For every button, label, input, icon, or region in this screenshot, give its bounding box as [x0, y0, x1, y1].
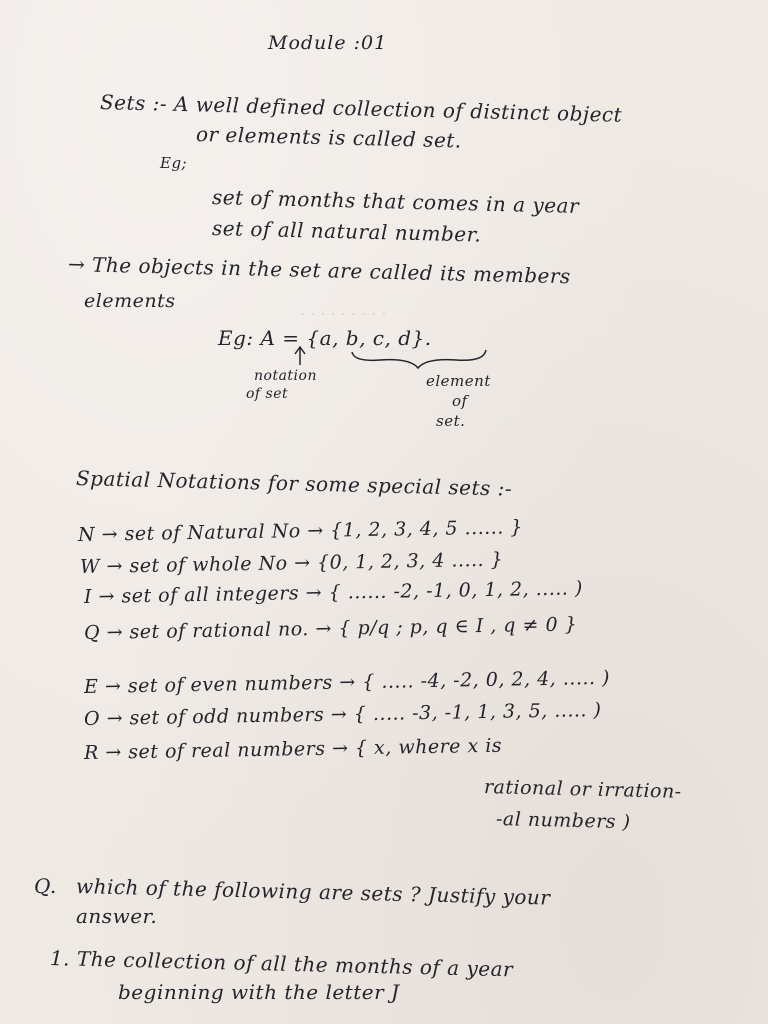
example-label: Eg; [160, 154, 188, 172]
definition-line-1: Sets :- A well defined collection of distinct object [99, 90, 623, 127]
notation-text: → set of Natural No → {1, 2, 3, 4, 5 ...... } [101, 516, 524, 546]
question-item-1-line-1: 1. The collection of all the months of a year [49, 946, 514, 982]
notation-symbol: E [83, 675, 99, 698]
bleed-through-text: . . . . . . . . . [300, 300, 387, 319]
example-natural-numbers: set of all natural number. [211, 216, 482, 247]
members-line-2: elements [84, 290, 176, 312]
element-label-3: set. [436, 412, 466, 430]
notations-heading: Spatial Notations for some special sets :- [75, 466, 513, 501]
notation-text: → set of whole No → {0, 1, 2, 3, 4 ..... } [106, 548, 504, 578]
members-line-1: → The objects in the set are called its members [67, 252, 572, 289]
question-line-1: which of the following are sets ? Justify your [75, 874, 551, 910]
notation-text: → set of rational no. → { p/q ; p, q ∈ I , q ≠ 0 } [106, 613, 578, 644]
notation-symbol: W [79, 555, 101, 578]
notation-text: → set of all integers → { ...... -2, -1, 0, 1, 2, ..... ) [98, 577, 584, 608]
notation-label-1: notation [254, 368, 317, 384]
definition-line-2: or elements is called set. [195, 122, 463, 153]
set-example: Eg: A = {a, b, c, d}. [218, 326, 432, 350]
question-item-1-line-2: beginning with the letter J [118, 980, 400, 1004]
page-title: Module :01 [268, 32, 388, 54]
notation-symbol: R [83, 741, 100, 764]
notation-symbol: O [83, 707, 101, 730]
question-label: Q. [34, 874, 57, 898]
notation-text: → set of real numbers → { x, where x is [105, 734, 503, 764]
example-months: set of months that comes in a year [211, 185, 580, 218]
notation-text: → set of even numbers → { ..... -4, -2, 0, 2, 4, ..... ) [104, 666, 611, 698]
notation-symbol: Q [83, 621, 101, 644]
real-continuation-1: rational or irration- [483, 776, 682, 803]
element-label-1: element [426, 372, 491, 390]
real-continuation-2: -al numbers ) [495, 808, 631, 834]
notation-symbol: I [83, 585, 93, 608]
notation-symbol: N [77, 523, 96, 546]
notation-label-2: of set [246, 386, 289, 402]
notation-text: → set of odd numbers → { ..... -3, -1, 1, 3, 5, ..... ) [106, 698, 602, 730]
question-line-2: answer. [76, 904, 158, 928]
element-label-2: of [452, 392, 468, 410]
